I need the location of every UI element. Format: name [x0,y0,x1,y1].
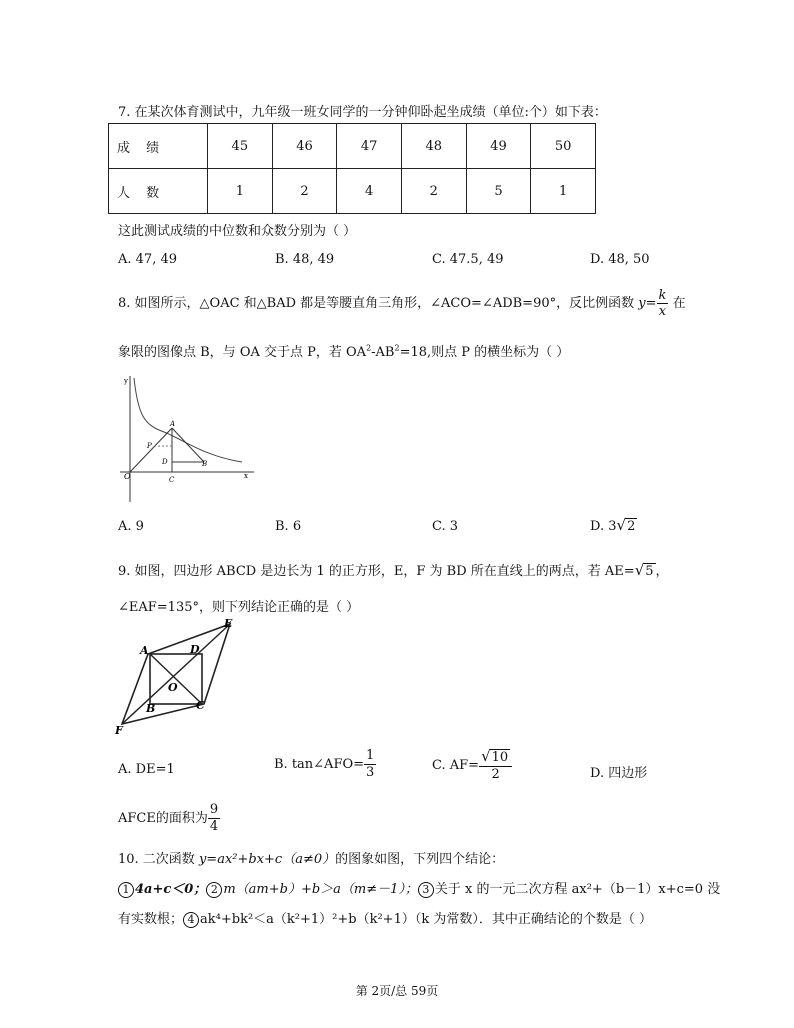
q8-sup-b: 2 [394,343,400,353]
label-b: B [202,460,208,468]
radical-sign: √ [634,561,645,579]
q8-sup-a: 2 [366,343,372,353]
radical-sign: √ [616,516,627,534]
q9-option-b-num: 1 [366,748,375,763]
q9-cont-den: 4 [209,819,219,834]
table-cell: 1 [208,169,273,214]
q9-option-c-num [479,748,512,767]
table-row [109,124,596,169]
table-row-label: 人 数 [109,169,208,214]
q9-stem-a: 9. 如图，四边形 ABCD 是边长为 1 的正方形，E，F 为 BD 所在直线上的两点，若 AE= [118,564,635,579]
q9-cont-prefix: AFCE的面积为 [118,811,208,826]
label-a: A [170,420,176,428]
q9-stem-radicand: 5 [645,564,654,579]
q7-option-d: D. 48, 50 [590,252,650,267]
q8-line2-a: 象限的图像点 B，与 OA 交于点 P，若 OA [118,345,367,360]
table-cell: 2 [401,169,466,214]
q7-option-b: B. 48, 49 [275,252,335,267]
q8-func-eq: = [645,296,657,311]
q10-statement-3: 关于 x 的一元二次方程 ax²+（b－1）x+c=0 没 [434,882,721,897]
q9-option-c-radicand: 10 [491,750,509,765]
page-footer: 第 2页/总 59页 [355,984,439,998]
q8-option-c: C. 3 [432,519,459,534]
table-row [109,169,596,214]
q10-stem-func: y=ax²+bx+c（a≠0） [198,852,336,867]
q9-option-c-prefix: C. AF= [432,758,480,773]
q8-func-den: x [658,304,667,319]
q7-question: 这此测试成绩的中位数和众数分别为（ ） [118,224,357,239]
q10-statement-1: 4a+c＜0； [135,882,207,897]
q8-option-d [590,516,637,534]
q8-option-a: A. 9 [118,519,144,534]
table-cell: 49 [466,124,531,169]
q9-line2: ∠EAF=135°，则下列结论正确的是（ ） [118,600,360,615]
q10-statement-4: ak⁴+bk²＜a（k²+1）²+b（k²+1）（k 为常数）．其中正确结论的个数是（ ） [200,912,652,927]
label-o: O [168,681,178,694]
q10-stem-pre: 10. 二次函数 [118,852,199,867]
label-a: A [140,644,149,657]
q9-stem-b: ， [655,564,669,579]
q10-statement-2: m（am+b）+b＞a（m≠－1）； [223,882,418,897]
q8-stem-text: 8. 如图所示，△OAC 和△BAD 都是等腰直角三角形，∠ACO=∠ADB=90°，反比例函数 [118,296,635,311]
circled-number: 4 [183,912,199,928]
table-cell: 46 [272,124,337,169]
q9-option-a: A. DE=1 [118,762,175,777]
label-c: C [196,699,205,712]
table-cell: 1 [531,169,596,214]
q10-stem-post: 的图象如图，下列四个结论： [335,852,505,867]
q8-line2 [118,341,569,360]
q9-option-d: D. 四边形 [590,766,648,781]
label-y: y [124,377,128,385]
q9-option-b [274,748,376,781]
label-d: D [162,458,168,466]
table-cell: 48 [401,124,466,169]
q8-stem-end: 在 [672,296,686,311]
q8-stem [118,284,686,324]
radical-sign: √ [481,747,491,765]
diagonal-ac [150,654,202,704]
q8-option-d-radicand: 2 [627,519,636,534]
table-row-label: 成 绩 [109,124,208,169]
score-table [108,123,596,214]
q10-line3-a: 有实数根； [118,912,184,927]
label-p: P [147,442,152,450]
table-cell: 4 [337,169,402,214]
q9-cont-fraction [208,802,220,835]
q9-option-c-fraction [479,748,512,783]
q8-figure [114,370,264,505]
q8-line2-b: -AB [371,345,395,360]
q9-figure [112,616,242,738]
q8-option-b: B. 6 [275,519,302,534]
table-cell: 45 [208,124,273,169]
q9-option-c-den: 2 [491,767,500,782]
table-cell: 2 [272,169,337,214]
q8-func-y: y [638,296,646,311]
q10-line2 [118,878,720,898]
table-cell: 50 [531,124,596,169]
q7-option-a: A. 47, 49 [118,252,178,267]
q9-option-b-fraction [364,748,376,781]
q9-stem [118,560,669,579]
label-b: B [146,702,156,715]
circled-number: 3 [418,882,434,898]
q8-func-num: k [658,288,667,303]
label-x: x [244,472,248,480]
label-e: E [224,617,233,630]
q9-option-b-den: 3 [366,765,375,780]
q10-stem [118,848,504,867]
circled-number: 2 [206,882,222,898]
q9-option-d-cont [118,802,220,835]
q8-func-fraction [657,288,669,319]
label-o: O [124,472,131,481]
q9-cont-num: 9 [209,802,219,817]
q10-line3 [118,908,652,928]
q7-stem: 7. 在某次体育测试中，九年级一班女同学的一分钟仰卧起坐成绩（单位:个）如下表： [118,105,607,120]
q7-option-c: C. 47.5, 49 [432,252,504,267]
circled-number: 1 [118,882,134,898]
table-cell: 5 [466,169,531,214]
label-f: F [115,724,123,737]
q9-option-b-prefix: B. tan∠AFO= [274,757,365,772]
segment-ab [172,428,204,462]
q8-option-d-prefix: D. 3 [590,519,617,534]
label-c: C [169,476,175,484]
q9-option-c [432,748,512,783]
table-cell: 47 [337,124,402,169]
q8-line2-c: =18,则点 P 的横坐标为（ ） [399,345,570,360]
label-d: D [190,643,200,656]
